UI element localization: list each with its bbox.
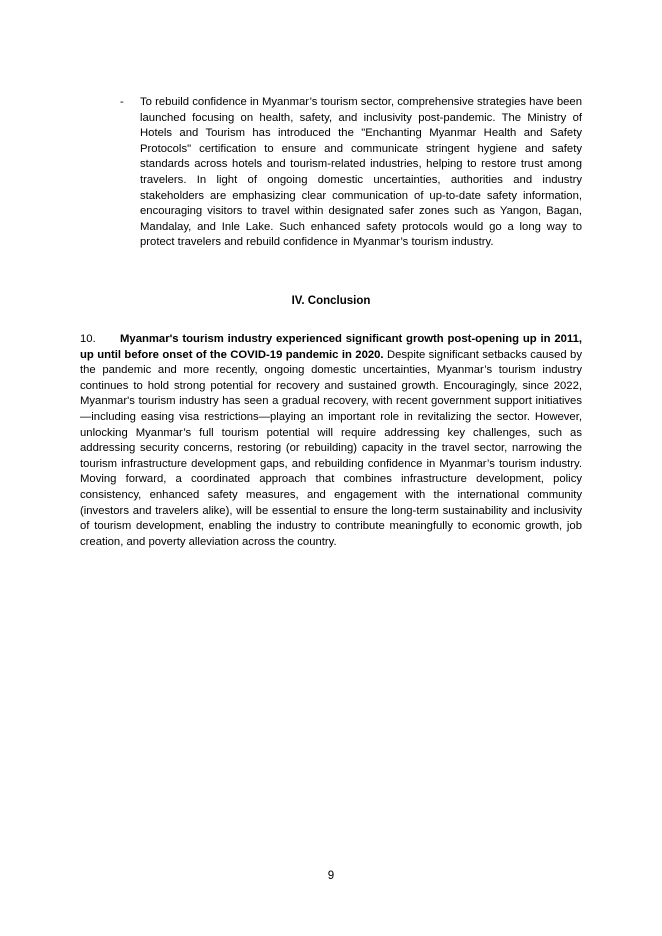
section-heading: IV. Conclusion: [291, 295, 371, 307]
page-number: 9: [327, 870, 335, 882]
bullet-marker: -: [120, 96, 124, 108]
paragraph-body: Despite significant setbacks caused by the pandemic and more recently, ongoing domestic uncertainties, Myanmar’s tourism industry continues to hold strong potential for recovery and sustained growth. Encouragingly, since 2022, Myanmar's tourism industry has seen a gradual recovery, with recent government support initiatives—including easing visa restrictions—playing an important role in revitalizing the sector. However, unlocking Myanmar’s full tourism potential will require addressing key challenges, such as addressing security concerns, restoring (or rebuilding) capacity in the travel sector, narrowing the tourism infrastructure development gaps, and rebuilding confidence in Myanmar’s tourism industry. Moving forward, a coordinated approach that combines infrastructure development, policy consistency, enhanced safety measures, and engagement with the international community (investors and travelers alike), will be essential to ensure the long-term sustainability and inclusivity of tourism development, enabling the industry to contribute meaningfully to economic growth, job creation, and poverty alleviation across the country.: [80, 348, 582, 548]
conclusion-paragraph: [80, 332, 582, 550]
paragraph-bold-lead: Myanmar's tourism industry experienced significant growth post-opening up in 2011, up until before onset of the COVID-19 pandemic in 2020.: [80, 333, 582, 361]
paragraph-number: 10.: [80, 333, 96, 345]
bullet-text: To rebuild confidence in Myanmar’s tourism sector, comprehensive strategies have been launched focusing on health, safety, and inclusivity post-pandemic. The Ministry of Hotels and Tourism has introduced the "Enchanting Myanmar Health and Safety Protocols" certification to ensure and communicate stringent hygiene and safety standards across hotels and tourism-related industries, helping to restore trust among travelers. In light of ongoing domestic uncertainties, authorities and industry stakeholders are emphasizing clear communication of up-to-date safety information, encouraging visitors to travel within designated safer zones such as Yangon, Bagan, Mandalay, and Inle Lake. Such enhanced safety protocols would go a long way to protect travelers and rebuild confidence in Myanmar’s tourism industry.: [140, 96, 582, 249]
